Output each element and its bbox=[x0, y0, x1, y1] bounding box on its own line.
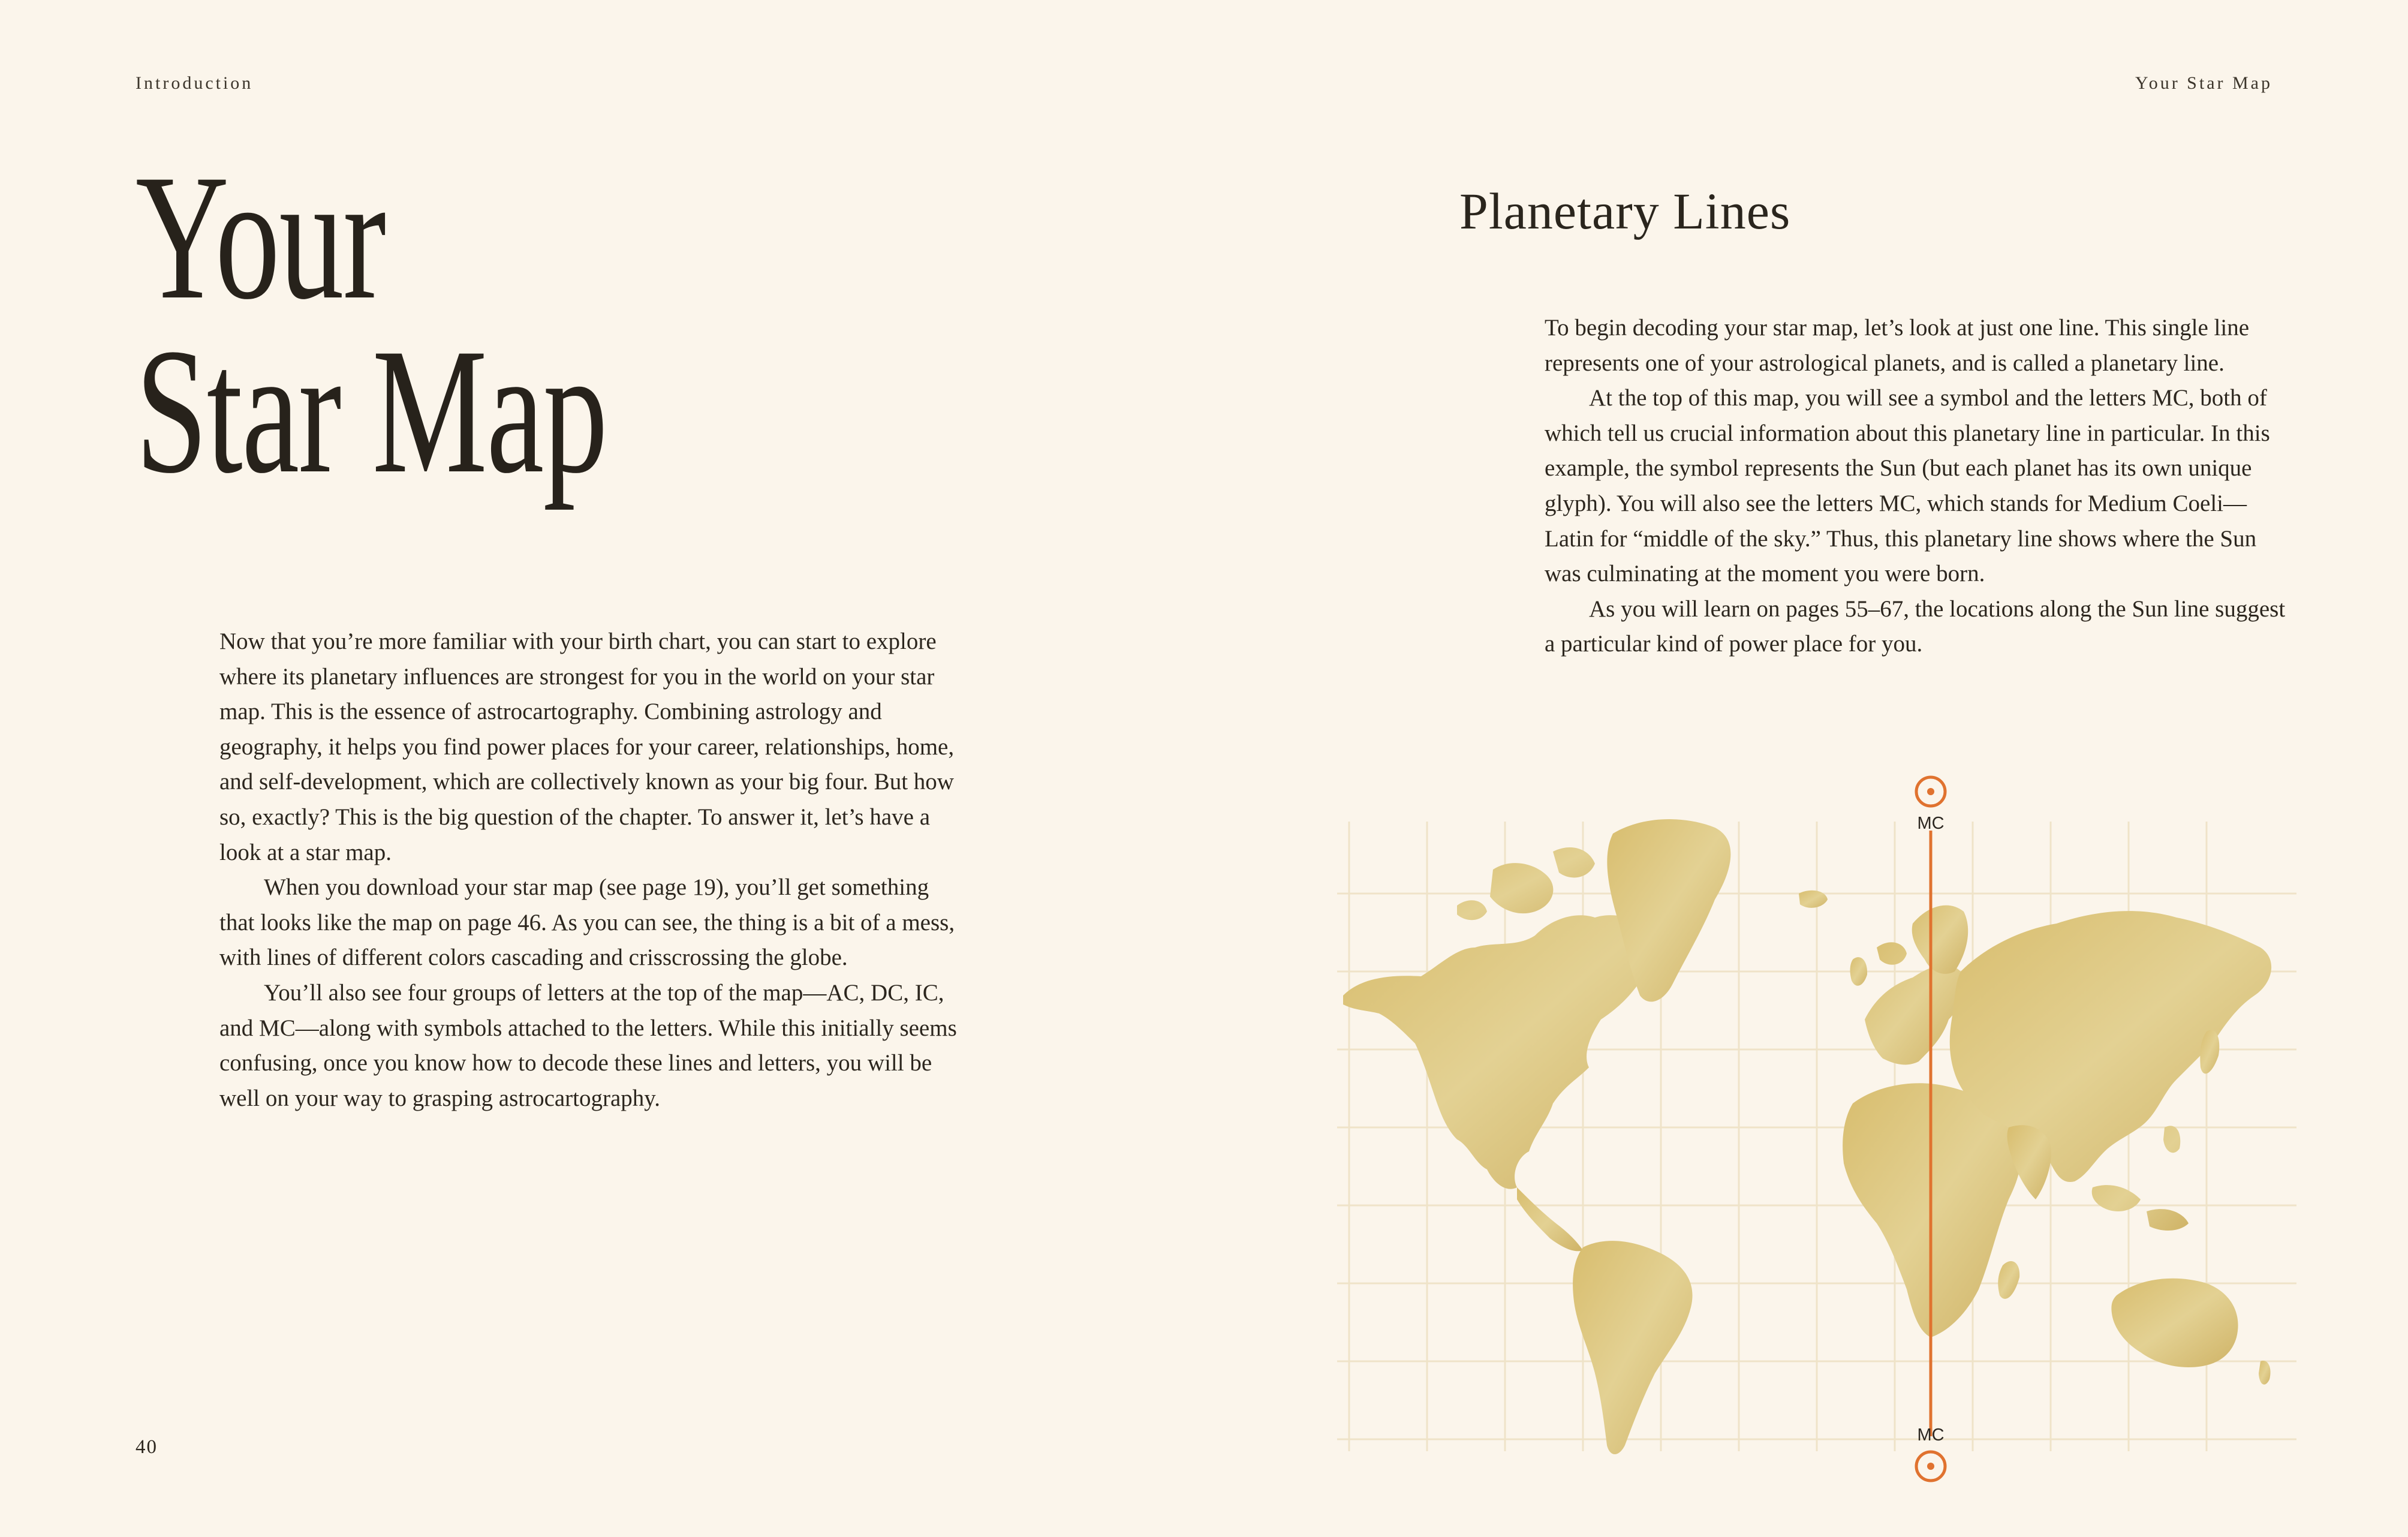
world-map-illustration bbox=[1337, 768, 2296, 1517]
chapter-title-line-2: Star Map bbox=[136, 311, 607, 510]
right-paragraph-1: To begin decoding your star map, let’s look at just one line. This single line represents one of your astrological planets, and is called a planetary line. bbox=[1545, 315, 2250, 376]
new-zealand bbox=[2259, 1361, 2271, 1385]
mc-label-top: MC bbox=[1917, 814, 1945, 833]
section-title: Planetary Lines bbox=[1459, 182, 1791, 240]
running-head-right: Your Star Map bbox=[2135, 73, 2272, 93]
central-america bbox=[1517, 1187, 1583, 1251]
chapter-title-line-1: Your bbox=[136, 137, 386, 336]
left-paragraph-2: When you download your star map (see page 19), you’ll get something that looks like the map on page 46. As you can see, the thing is a bit of a mess, with lines of different colors cascading and crisscrossing the globe. bbox=[219, 874, 955, 971]
right-paragraph-3: As you will learn on pages 55–67, the locations along the Sun line suggest a particular kind of power place for you. bbox=[1545, 595, 2286, 657]
australia bbox=[2111, 1279, 2238, 1367]
sun-glyph-icon-top bbox=[1916, 777, 1945, 806]
south-america bbox=[1573, 1241, 1692, 1454]
left-paragraph-1: Now that you’re more familiar with your birth chart, you can start to explore where its planetary influences are strongest for you in the world on your star map. This is the essence of astrocartography. Combining astrology and geography, it helps you find power places for your career, relationships, home, and self-development, which are collectively known as your big four. But how so, exactly? This is the big question of the chapter. To answer it, let’s have a look at a star map. bbox=[219, 628, 955, 865]
arctic-islands bbox=[1457, 847, 1595, 920]
right-body-text bbox=[1545, 311, 2294, 662]
land-masses bbox=[1343, 819, 2271, 1454]
right-paragraph-2: At the top of this map, you will see a symbol and the letters MC, both of which tell us crucial information about this planetary line in particular. In this example, the symbol represents the Sun (but each planet has its own unique glyph). You will also see the letters MC, which stands for Medium Coeli—Latin for “middle of the sky.” Thus, this planetary line shows where the Sun was culminating at the moment you were born. bbox=[1545, 385, 2270, 587]
mc-label-bottom: MC bbox=[1917, 1425, 1945, 1445]
sun-glyph-icon-bottom bbox=[1916, 1452, 1945, 1481]
running-head-left: Introduction bbox=[136, 73, 254, 93]
madagascar bbox=[1998, 1261, 2019, 1299]
india bbox=[2007, 1125, 2051, 1199]
british-isles bbox=[1850, 957, 1868, 986]
world-map-svg bbox=[1337, 768, 2296, 1517]
page-number: 40 bbox=[136, 1436, 158, 1458]
left-paragraph-3: You’ll also see four groups of letters at the top of the map—AC, DC, IC, and MC—along with symbols attached to the letters. While this initially seems confusing, once you know how to decode these lines and letters, you will be well on your way to grasping astrocartography. bbox=[219, 979, 957, 1111]
chapter-title bbox=[136, 137, 607, 510]
left-body-text bbox=[219, 624, 957, 1116]
scandinavia bbox=[1912, 906, 1968, 974]
north-america bbox=[1343, 915, 1656, 1189]
